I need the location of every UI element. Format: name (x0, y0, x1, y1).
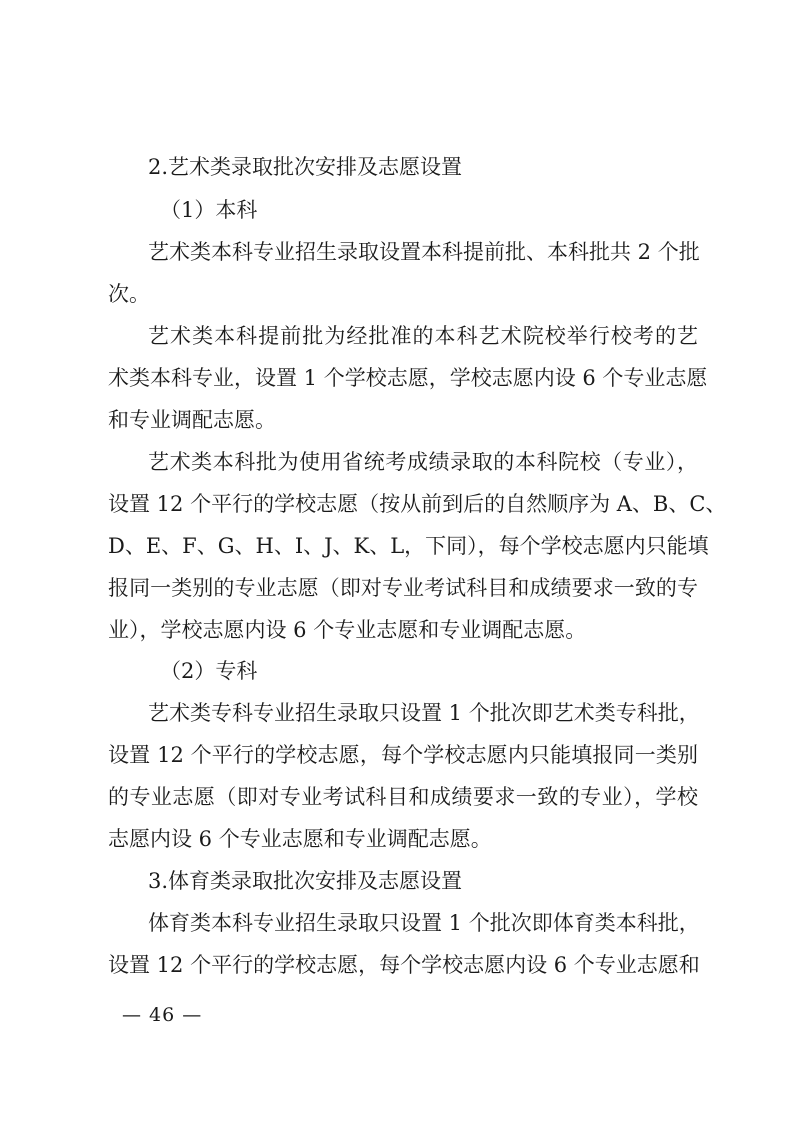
paragraph-line: 艺术类本科提前批为经批准的本科艺术院校举行校考的艺 (148, 324, 698, 348)
paragraph-line: 志愿内设 6 个专业志愿和专业调配志愿。 (108, 827, 492, 851)
paragraph-line: D、E、F、G、H、I、J、K、L，下同），每个学校志愿内只能填 (108, 534, 709, 558)
subsection-heading-junior-college: （2）专科 (160, 659, 258, 683)
paragraph-line: 次。 (108, 282, 150, 306)
section-heading-sports: 3.体育类录取批次安排及志愿设置 (148, 869, 463, 893)
paragraph-line: 艺术类专科专业招生录取只设置 1 个批次即艺术类专科批， (148, 701, 700, 725)
paragraph-line: 设置 12 个平行的学校志愿（按从前到后的自然顺序为 A、B、C、 (108, 492, 727, 516)
paragraph-line: 报同一类别的专业志愿（即对专业考试科目和成绩要求一致的专 (108, 576, 698, 600)
section-heading-art: 2.艺术类录取批次安排及志愿设置 (148, 155, 463, 179)
paragraph-line: 和专业调配志愿。 (108, 408, 276, 432)
paragraph-line: 艺术类本科专业招生录取设置本科提前批、本科批共 2 个批 (148, 240, 700, 264)
page-number: — 46 — (122, 1004, 203, 1026)
paragraph-line: 业），学校志愿内设 6 个专业志愿和专业调配志愿。 (108, 618, 587, 642)
paragraph-line: 体育类本科专业招生录取只设置 1 个批次即体育类本科批， (148, 911, 700, 935)
paragraph-line: 的专业志愿（即对专业考试科目和成绩要求一致的专业），学校 (108, 785, 698, 809)
paragraph-line: 术类本科专业，设置 1 个学校志愿，学校志愿内设 6 个专业志愿 (108, 366, 708, 390)
subsection-heading-undergraduate: （1）本科 (160, 198, 258, 222)
paragraph-line: 设置 12 个平行的学校志愿，每个学校志愿内只能填报同一类别 (108, 743, 698, 767)
paragraph-line: 艺术类本科批为使用省统考成绩录取的本科院校（专业）， (148, 450, 698, 474)
paragraph-line: 设置 12 个平行的学校志愿，每个学校志愿内设 6 个专业志愿和 (108, 953, 700, 977)
